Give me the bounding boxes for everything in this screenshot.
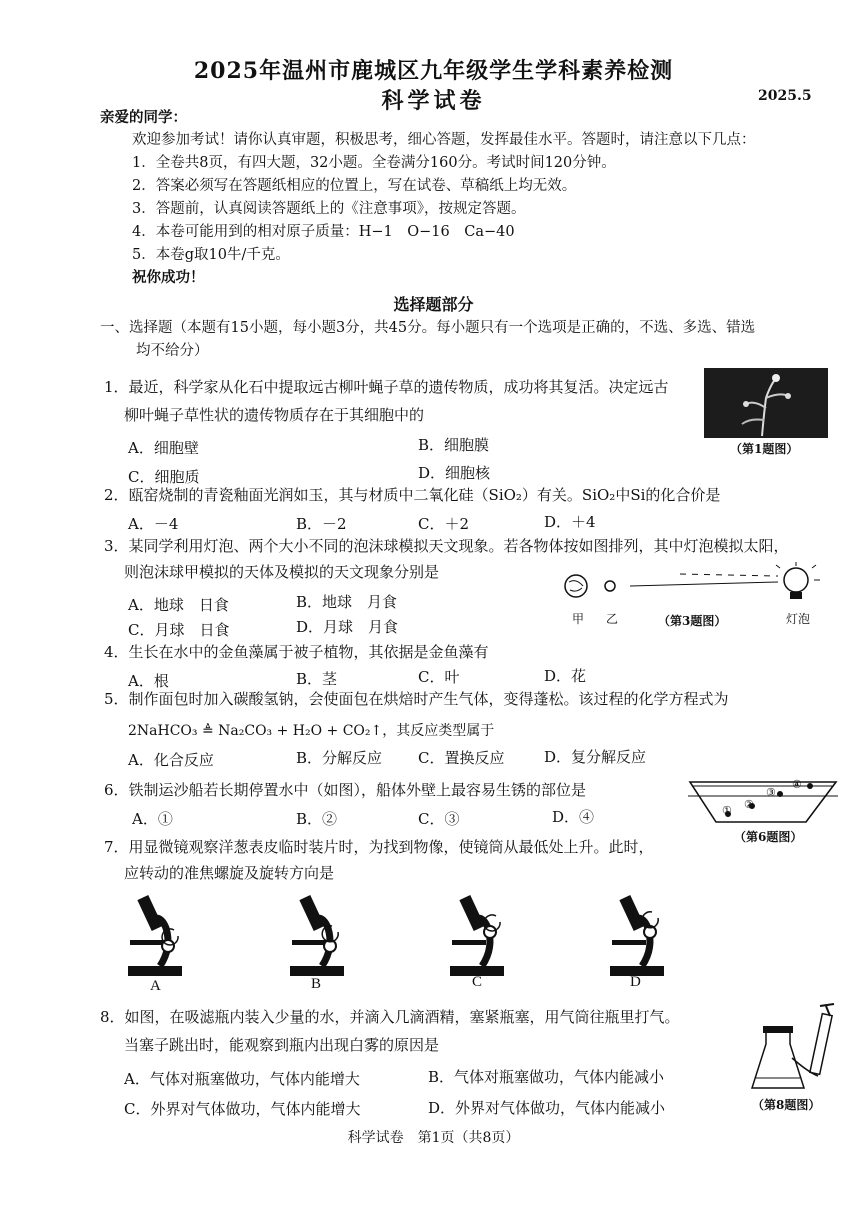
q2-stem: 2．瓯窑烧制的青瓷釉面光润如玉，其与材质中二氧化硅（SiO₂）有关。SiO₂中Si的化合价是 [104, 486, 721, 504]
exam-title: 2025年温州市鹿城区九年级学生学科素养检测 [193, 58, 674, 84]
q1-plant-photo [704, 368, 828, 438]
q5-option-c[interactable]: C．置换反应 [418, 749, 505, 767]
note-5: 5．本卷g取10牛/千克。 [132, 247, 290, 263]
q8-option-a[interactable]: A．气体对瓶塞做功，气体内能增大 [124, 1070, 360, 1088]
q2-option-a[interactable]: A．－4 [128, 515, 179, 533]
q3-option-d[interactable]: D．月球 月食 [296, 618, 399, 636]
q5-option-a[interactable]: A．化合反应 [128, 751, 214, 769]
light-bulb-icon [784, 568, 808, 592]
q6-stem: 6．铁制运沙船若长期停置水中（如图），船体外壁上最容易生锈的部位是 [104, 781, 587, 799]
q2-option-c[interactable]: C．＋2 [418, 515, 470, 533]
section-heading-cont: 均不给分） [136, 343, 209, 359]
q8-stem-line1: 8．如图，在吸滤瓶内装入少量的水，并滴入几滴酒精，塞紧瓶塞，用气筒往瓶里打气。 [100, 1008, 680, 1026]
q6-boat-diagram [688, 774, 838, 826]
suction-flask-icon [752, 1032, 804, 1088]
q8-stem-line2: 当塞子跳出时，能观察到瓶内出现白雾的原因是 [124, 1036, 440, 1054]
plant-sprout-icon [704, 368, 828, 438]
q7-label-a[interactable]: A [150, 978, 161, 994]
q1-stem-line2: 柳叶蝇子草性状的遗传物质存在于其细胞中的 [124, 406, 425, 424]
q3-diagram [560, 560, 830, 610]
exam-date: 2025.5 [758, 88, 812, 104]
q3-label-yi: 乙 [606, 612, 619, 626]
welcome-text: 欢迎参加考试！请你认真审题，积极思考，细心答题，发挥最佳水平。答题时，请注意以下几点： [132, 132, 756, 148]
q6-mark-4: ④ [792, 778, 802, 791]
note-4: 4．本卷可能用到的相对原子质量：H−1 O−16 Ca−40 [132, 224, 515, 240]
q3-stem-line1: 3．某同学利用灯泡、两个大小不同的泡沫球模拟天文现象。若各物体按如图排列，其中灯泡模拟太阳， [104, 537, 789, 555]
note-3: 3．答题前，认真阅读答题纸上的《注意事项》，按规定答题。 [132, 201, 526, 217]
q6-mark-1: ① [722, 804, 732, 817]
q5-option-b[interactable]: B．分解反应 [296, 749, 383, 767]
foam-ball-jia-icon [565, 575, 587, 597]
q1-stem-line1: 1．最近，科学家从化石中提取远古柳叶蝇子草的遗传物质，成功将其复活。决定远古 [104, 378, 669, 396]
q8-flask-pump-diagram [748, 1002, 840, 1094]
q8-option-b[interactable]: B．气体对瓶塞做功，气体内能减小 [428, 1068, 665, 1086]
note-2: 2．答案必须写在答题纸相应的位置上，写在试卷、草稿纸上均无效。 [132, 178, 577, 194]
q1-option-a[interactable]: A．细胞壁 [128, 439, 199, 457]
q3-stem-line2: 则泡沫球甲模拟的天体及模拟的天文现象分别是 [124, 563, 440, 581]
q7-label-c[interactable]: C [472, 974, 483, 990]
q7-stem-line1: 7．用显微镜观察洋葱表皮临时装片时，为找到物像，使镜筒从最低处上升。此时， [104, 838, 654, 856]
q3-label-bulb: 灯泡 [786, 612, 811, 626]
section-title: 选择题部分 [393, 295, 474, 314]
q8-caption: （第8题图） [752, 1098, 821, 1112]
q8-option-d[interactable]: D．外界对气体做功，气体内能减小 [428, 1099, 666, 1117]
q6-option-a[interactable]: A．① [132, 810, 173, 828]
q1-option-b[interactable]: B．细胞膜 [418, 436, 490, 454]
q4-stem: 4．生长在水中的金鱼藻属于被子植物，其依据是金鱼藻有 [104, 643, 489, 661]
q7-label-d[interactable]: D [630, 974, 641, 990]
q5-option-d[interactable]: D．复分解反应 [544, 748, 647, 766]
q1-caption: （第1题图） [730, 442, 799, 456]
section-heading: 一、选择题（本题有15小题，每小题3分，共45分。每小题只有一个选项是正确的，不选、多选、错选 [100, 320, 756, 336]
q6-option-d[interactable]: D．④ [552, 808, 595, 826]
q3-option-c[interactable]: C．月球 日食 [128, 621, 230, 639]
q5-equation: 2NaHCO₃ ≜ Na₂CO₃ + H₂O + CO₂↑，其反应类型属于 [128, 723, 495, 739]
microscope-a-icon[interactable] [126, 888, 186, 978]
q2-option-d[interactable]: D．＋4 [544, 513, 596, 531]
q6-option-c[interactable]: C．③ [418, 810, 460, 828]
boat-hull-icon [690, 782, 836, 822]
q1-option-d[interactable]: D．细胞核 [418, 464, 491, 482]
foam-ball-yi-icon [605, 581, 615, 591]
microscope-c-icon[interactable] [448, 888, 508, 978]
q6-mark-2: ② [744, 798, 754, 811]
q4-option-a[interactable]: A．根 [128, 672, 169, 690]
q4-option-c[interactable]: C．叶 [418, 668, 460, 686]
q8-option-c[interactable]: C．外界对气体做功，气体内能增大 [124, 1100, 361, 1118]
closing: 祝你成功！ [132, 269, 205, 286]
q3-label-jia: 甲 [572, 612, 585, 626]
microscope-d-icon[interactable] [608, 888, 668, 978]
greeting: 亲爱的同学： [100, 109, 187, 126]
q4-option-d[interactable]: D．花 [544, 667, 587, 685]
exam-subject: 科学试卷 [381, 88, 486, 114]
q6-caption: （第6题图） [734, 830, 803, 844]
q3-option-a[interactable]: A．地球 日食 [128, 596, 229, 614]
q6-option-b[interactable]: B．② [296, 810, 338, 828]
q4-option-b[interactable]: B．茎 [296, 670, 338, 688]
note-1: 1．全卷共8页，有四大题，32小题。全卷满分160分。考试时间120分钟。 [132, 155, 616, 171]
page-footer: 科学试卷 第1页（共8页） [347, 1130, 520, 1146]
q3-caption: （第3题图） [658, 614, 727, 628]
q7-label-b[interactable]: B [311, 976, 322, 992]
microscope-b-icon[interactable] [288, 888, 348, 978]
air-pump-icon [810, 1014, 832, 1075]
q2-option-b[interactable]: B．－2 [296, 515, 347, 533]
q6-mark-3: ③ [766, 786, 776, 799]
q1-option-c[interactable]: C．细胞质 [128, 468, 200, 486]
q3-option-b[interactable]: B．地球 月食 [296, 593, 398, 611]
q7-stem-line2: 应转动的准焦螺旋及旋转方向是 [124, 864, 335, 882]
q5-stem: 5．制作面包时加入碳酸氢钠，会使面包在烘焙时产生气体，变得蓬松。该过程的化学方程式为 [104, 690, 729, 708]
